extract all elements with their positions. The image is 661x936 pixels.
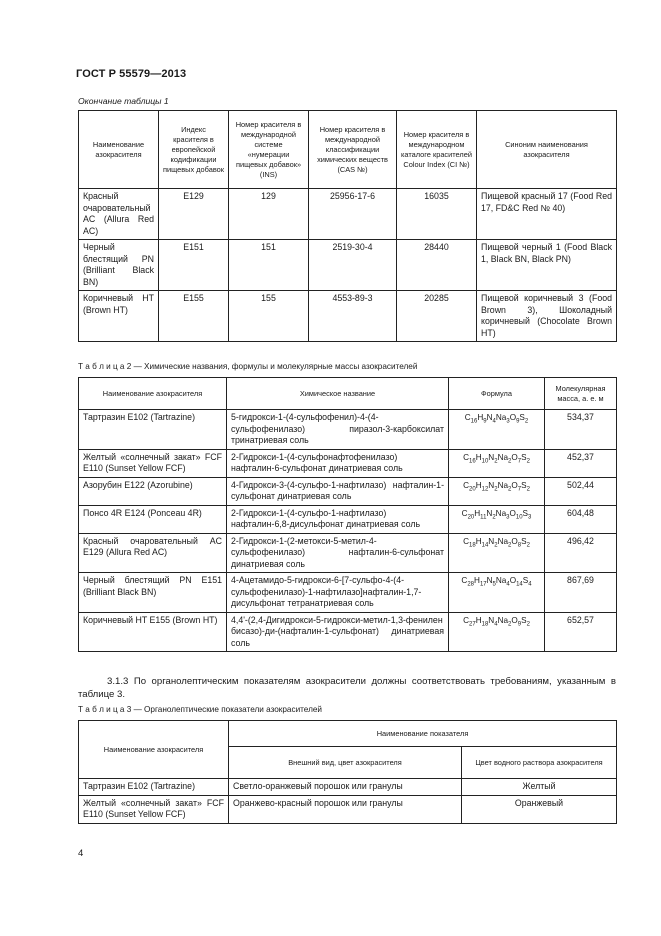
table-cell: 155: [229, 291, 309, 342]
table-cell: 28440: [397, 240, 477, 291]
table2-cell-chem: 4,4'-(2,4-Дигидрокси-5-гидрокси-метил-1,3-фенилен бисазо)-ди-(нафталин-1-сульфонат) динатриевая соль: [227, 612, 449, 652]
table3-header-group: Наименование показателя: [229, 721, 617, 747]
table2-header-cell: Химическое название: [227, 378, 449, 410]
table2-cell-formula: $C_{20}H_{12}N_2Na_2O_7S_2$: [449, 477, 545, 505]
table3-organoleptic: [78, 720, 617, 824]
table-cell: E155: [159, 291, 229, 342]
table-cell: Оранжево-красный порошок или гранулы: [229, 795, 462, 823]
table2-cell-name: Коричневый HT E155 (Brown HT): [79, 612, 227, 652]
document-title: ГОСТ Р 55579—2013: [76, 68, 187, 80]
table-row: [79, 612, 617, 652]
table2-cell-chem: 4-Гидрокси-3-(4-сульфо-1-нафтилазо) нафталин-1-сульфонат динатриевая соль: [227, 477, 449, 505]
table-cell: 2519-30-4: [309, 240, 397, 291]
table3-caption: Т а б л и ц а 3 — Органолептические показатели азокрасителей: [78, 705, 322, 714]
table-cell: 25956-17-6: [309, 189, 397, 240]
table2-cell-chem: 2-Гидрокси-1-(4-сульфо-1-нафтилазо) нафталин-6,8-дисульфонат динатриевая соль: [227, 505, 449, 533]
page-number: 4: [78, 848, 84, 859]
table2-cell-mass: 496,42: [545, 533, 617, 573]
table-row: [79, 449, 617, 477]
table-cell: Пищевой красный 17 (Food Red 17, FD&C Red № 40): [477, 189, 617, 240]
table2-header-cell: Наименование азокрасителя: [79, 378, 227, 410]
table-cell: 16035: [397, 189, 477, 240]
table2-cell-mass: 502,44: [545, 477, 617, 505]
table2-cell-formula: $C_{28}H_{17}N_5Na_4O_{14}S_4$: [449, 573, 545, 613]
table3-header-row: [79, 721, 617, 747]
table-cell: E151: [159, 240, 229, 291]
table-row: [79, 189, 617, 240]
table-cell: Красный очаровательный AC (Allura Red AC): [79, 189, 159, 240]
table2-cell-mass: 867,69: [545, 573, 617, 613]
table1-caption: Окончание таблицы 1: [78, 96, 169, 106]
table-cell: 20285: [397, 291, 477, 342]
table3-header-name: Наименование азокрасителя: [79, 721, 229, 779]
table1-header-row: [79, 111, 617, 189]
table-row: [79, 573, 617, 613]
table-row: [79, 477, 617, 505]
table2-cell-mass: 652,57: [545, 612, 617, 652]
table-cell: Желтый «солнечный закат» FCF E110 (Sunset Yellow FCF): [79, 795, 229, 823]
table-row: [79, 795, 617, 823]
table1-header-cell: Номер красителя в международной классификации химических веществ (CAS №): [309, 111, 397, 189]
table2-body: [79, 410, 617, 652]
paragraph-3-1-3: 3.1.3 По органолептическим показателям азокрасители должны соответствовать требованиям, указанным в таблице 3.: [78, 676, 616, 700]
table2-cell-formula: $C_{16}H_{10}N_2Na_2O_7S_2$: [449, 449, 545, 477]
table2-cell-name: Желтый «солнечный закат» FCF E110 (Sunset Yellow FCF): [79, 449, 227, 477]
table3-header-solution: Цвет водного раствора азокрасителя: [462, 747, 617, 779]
table2-cell-name: Черный блестящий PN E151 (Brilliant Black BN): [79, 573, 227, 613]
table3-header-appearance: Внешний вид, цвет азокрасителя: [229, 747, 462, 779]
table2-header-cell: Формула: [449, 378, 545, 410]
table2-cell-formula: $C_{20}H_{11}N_2Na_3O_{10}S_3$: [449, 505, 545, 533]
table2-cell-mass: 604,48: [545, 505, 617, 533]
table-cell: 129: [229, 189, 309, 240]
table2-header-row: [79, 378, 617, 410]
table2-header-cell: Молекулярная масса, а. е. м: [545, 378, 617, 410]
table2-cell-name: Тартразин E102 (Tartrazine): [79, 410, 227, 450]
table-cell: Оранжевый: [462, 795, 617, 823]
table-cell: 151: [229, 240, 309, 291]
table2-cell-name: Азорубин E122 (Azorubine): [79, 477, 227, 505]
table2-cell-formula: $C_{18}H_{14}N_2Na_2O_8S_2$: [449, 533, 545, 573]
table2-cell-formula: $C_{27}H_{18}N_4Na_2O_9S_2$: [449, 612, 545, 652]
table2-cell-mass: 534,37: [545, 410, 617, 450]
table2-cell-chem: 5-гидрокси-1-(4-сульфофенил)-4-(4-сульфофенилазо) пиразол-3-карбоксилат тринатриевая соль: [227, 410, 449, 450]
table-row: [79, 240, 617, 291]
table-cell: E129: [159, 189, 229, 240]
table-cell: 4553-89-3: [309, 291, 397, 342]
table2-cell-chem: 4-Ацетамидо-5-гидрокси-6-[7-сульфо-4-(4-сульфофенилазо)-1-нафтилазо]нафталин-1,7-дисульфонат тетранатриевая соль: [227, 573, 449, 613]
table2-cell-mass: 452,37: [545, 449, 617, 477]
table1-header-cell: Наименование азокрасителя: [79, 111, 159, 189]
table-cell: Светло-оранжевый порошок или гранулы: [229, 779, 462, 796]
table-cell: Коричневый HT (Brown HT): [79, 291, 159, 342]
table1-header-cell: Синоним наименования азокрасителя: [477, 111, 617, 189]
table-row: [79, 410, 617, 450]
table-cell: Пищевой черный 1 (Food Black 1, Black BN, Black PN): [477, 240, 617, 291]
table-cell: Пищевой коричневый 3 (Food Brown 3), Шоколадный коричневый (Chocolate Brown HT): [477, 291, 617, 342]
table1-header-cell: Номер красителя в международной системе «нумерации пищевых добавок» (INS): [229, 111, 309, 189]
table2-caption: Т а б л и ц а 2 — Химические названия, формулы и молекулярные массы азокрасителей: [78, 362, 418, 371]
table2-cell-name: Понсо 4R E124 (Ponceau 4R): [79, 505, 227, 533]
table2-chemical-names: [78, 377, 617, 652]
table-cell: Черный блестящий PN (Brilliant Black BN): [79, 240, 159, 291]
table1-dye-identifiers: [78, 110, 617, 342]
table2-cell-chem: 2-Гидрокси-1-(2-метокси-5-метил-4-сульфофенилазо) нафталин-6-сульфонат динатриевая соль: [227, 533, 449, 573]
table2-cell-formula: $C_{16}H_9N_4Na_3O_9S_2$: [449, 410, 545, 450]
table1-header-cell: Номер красителя в международном каталоге красителей Colour Index (CI №): [397, 111, 477, 189]
table-row: [79, 291, 617, 342]
table-row: [79, 533, 617, 573]
table2-cell-name: Красный очаровательный AC E129 (Allura Red AC): [79, 533, 227, 573]
table-row: [79, 779, 617, 796]
table-cell: Тартразин E102 (Tartrazine): [79, 779, 229, 796]
table-cell: Желтый: [462, 779, 617, 796]
table-row: [79, 505, 617, 533]
table2-cell-chem: 2-Гидрокси-1-(4-сульфонафтофенилазо) нафталин-6-сульфонат динатриевая соль: [227, 449, 449, 477]
table1-header-cell: Индекс красителя в европейской кодификации пищевых добавок: [159, 111, 229, 189]
